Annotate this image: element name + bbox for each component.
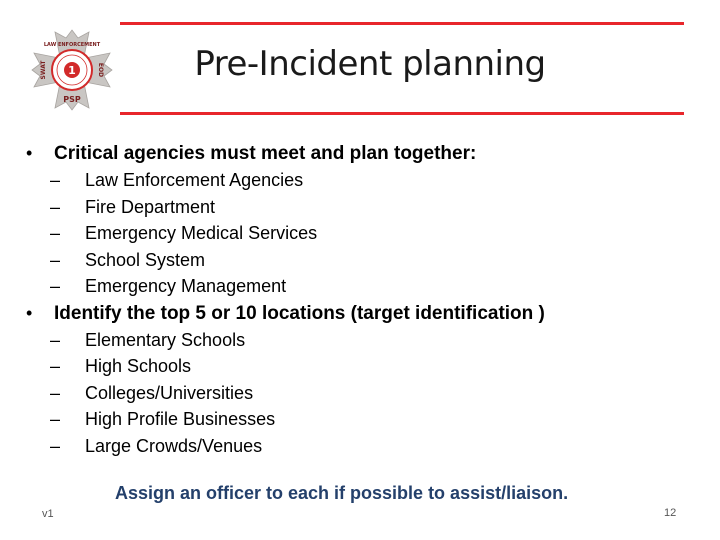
bullet-identify-locations: [22, 300, 702, 327]
sub-bullet: [22, 380, 702, 407]
footer-version: v1: [42, 508, 54, 520]
sub-bullet: [22, 220, 702, 247]
sub-bullet-label: Emergency Medical Services: [85, 223, 318, 243]
sub-bullet: [22, 167, 702, 194]
callout-text: Assign an officer to each if possible to assist/liaison.: [115, 483, 569, 503]
sub-bullet-label: Fire Department: [85, 196, 216, 217]
bullet-heading: Critical agencies must meet and plan together:: [54, 143, 477, 164]
svg-text:LAW ENFORCEMENT: LAW ENFORCEMENT: [43, 42, 101, 48]
svg-text:SWAT: SWAT: [40, 60, 47, 80]
sub-bullet-label: Elementary Schools: [85, 329, 246, 350]
svg-text:1: 1: [68, 64, 76, 77]
title-rule-bottom: [120, 112, 684, 115]
sub-bullet-label: Emergency Management: [85, 276, 287, 296]
maltese-cross-badge-icon: [30, 28, 114, 112]
bullet-heading: Identify the top 5 or 10 locations (target identification ): [54, 302, 545, 324]
sub-bullet-label: Colleges/Universities: [85, 382, 254, 403]
dash-icon: –: [50, 356, 61, 376]
sub-bullet-label: School System: [85, 249, 206, 270]
page-number: 12: [664, 507, 677, 519]
dash-icon: –: [50, 249, 61, 270]
sub-bullet-label: Large Crowds/Venues: [85, 435, 263, 456]
sub-bullet: [22, 273, 702, 300]
svg-text:PSP: PSP: [63, 95, 81, 104]
sub-bullet-label: High Profile Businesses: [85, 409, 276, 429]
title-rule-top: [120, 22, 684, 25]
dash-icon: –: [50, 435, 61, 456]
sub-bullet-label: High Schools: [85, 356, 192, 376]
sub-bullet: [22, 406, 702, 433]
sub-bullet-label: Law Enforcement Agencies: [85, 170, 304, 190]
dash-icon: –: [50, 223, 61, 243]
dash-icon: –: [50, 170, 61, 190]
sub-bullet: [22, 327, 702, 354]
bullet-critical-agencies: [22, 140, 702, 167]
sub-bullet: [22, 194, 702, 221]
dash-icon: –: [50, 382, 61, 403]
dash-icon: –: [50, 276, 61, 296]
svg-text:EOD: EOD: [97, 62, 104, 78]
bullet-dot-icon: •: [26, 302, 33, 323]
dash-icon: –: [50, 329, 61, 350]
bullet-dot-icon: •: [26, 143, 33, 163]
slide-title: Pre-Incident planning: [194, 44, 546, 84]
dash-icon: –: [50, 409, 61, 429]
sub-bullet: [22, 433, 702, 460]
sub-bullet: [22, 247, 702, 274]
sub-bullet: [22, 353, 702, 380]
dash-icon: –: [50, 196, 61, 217]
bullet-list: [22, 140, 702, 459]
